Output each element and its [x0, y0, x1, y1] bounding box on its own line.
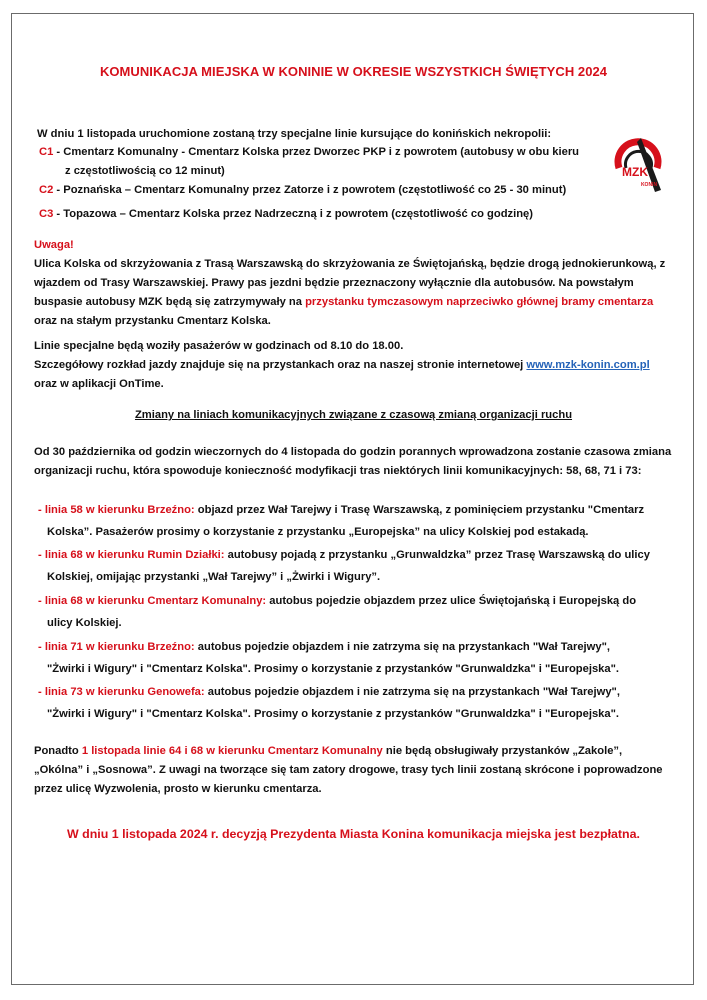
change-item-71 — [38, 636, 678, 680]
change-label: - linia 71 w kierunku Brzeźno: — [38, 641, 195, 653]
change-text: objazd przez Wał Tarejwy i Trasę Warszawską, z pominięciem przystanku "Cmentarz — [194, 504, 645, 516]
timetable-text — [34, 356, 674, 375]
change-text: autobus pojedzie objazdem i nie zatrzyma się na przystankach "Wał Tarejwy", — [194, 641, 611, 653]
line-code: C1 — [39, 146, 54, 158]
additional-highlight: 1 listopada linie 64 i 68 w kierunku Cmentarz Komunalny — [81, 745, 383, 757]
notice-text-end: oraz na stałym przystanku Cmentarz Kolska. — [34, 315, 271, 327]
change-text-cont: "Żwirki i Wigury" i "Cmentarz Kolska". Prosimy o korzystanie z przystanków "Grunwaldzka" i "Europejska". — [47, 663, 620, 675]
change-item-68-cmentarz — [38, 590, 678, 634]
additional-start: Ponadto — [34, 745, 82, 757]
logo-subtext: KONIN — [640, 182, 658, 188]
line-code: C2 — [39, 184, 54, 196]
line-route: - Topazowa – Cmentarz Kolska przez Nadrzeczną i z powrotem (częstotliwość co godzinę) — [53, 208, 534, 220]
change-label: - linia 68 w kierunku Cmentarz Komunalny: — [38, 595, 267, 607]
hours-text: Linie specjalne będą woziły pasażerów w godzinach od 8.10 do 18.00. — [34, 340, 404, 352]
special-line-c3 — [39, 205, 619, 224]
notice-heading: Uwaga! — [34, 239, 74, 251]
page-title: KOMUNIKACJA MIEJSKA W KONINIE W OKRESIE WSZYSTKICH ŚWIĘTYCH 2024 — [99, 64, 608, 79]
change-text-cont: "Żwirki i Wigury" i "Cmentarz Kolska". Prosimy o korzystanie z przystanków "Grunwaldzka" i "Europejska". — [47, 708, 620, 720]
logo-text: MZK — [622, 165, 648, 179]
free-transport-notice: W dniu 1 listopada 2024 r. decyzją Prezydenta Miasta Konina komunikacja miejska jest bezpłatna. — [67, 827, 640, 841]
intro-text: W dniu 1 listopada uruchomione zostaną trzy specjalne linie kursujące do konińskich nekropolii: — [37, 128, 552, 140]
special-line-c1 — [39, 143, 609, 181]
changes-intro: Od 30 października od godzin wieczornych do 4 listopada do godzin porannych wprowadzona zostanie czasowa zmiana organizacji ruchu, która spowoduje konieczność modyfikacji tras niektórych linii komunikacyjnych: 58, 68, 71 i 73: — [34, 446, 672, 477]
change-text-cont: ulicy Kolskiej. — [47, 617, 122, 629]
change-item-73 — [38, 681, 678, 725]
change-text: autobus pojedzie objazdem przez ulice Świętojańską i Europejską do — [266, 595, 637, 607]
change-text-cont: Kolska”. Pasażerów prosimy o korzystanie z przystanku „Europejska” na ulicy Kolskiej pod estakadą. — [47, 526, 589, 538]
change-label: - linia 73 w kierunku Genowefa: — [38, 686, 205, 698]
change-text: autobusy pojadą z przystanku „Grunwaldzka” przez Trasę Warszawską do ulicy — [224, 549, 650, 561]
timetable-desc: Szczegółowy rozkład jazdy znajduje się na przystankach oraz na naszej stronie internetowej — [34, 359, 527, 371]
special-info — [34, 337, 674, 394]
change-label: - linia 68 w kierunku Rumin Działki: — [38, 549, 225, 561]
notice-highlight: przystanku tymczasowym naprzeciwko głównej bramy cmentarza — [305, 296, 654, 308]
change-label: - linia 58 w kierunku Brzeźno: — [38, 504, 195, 516]
change-item-68-rumin — [38, 544, 678, 588]
notice-block — [34, 236, 674, 331]
line-route: - Cmentarz Komunalny - Cmentarz Kolska przez Dworzec PKP i z powrotem (autobusy w obu kieru — [53, 146, 580, 158]
notice-body — [34, 255, 674, 331]
additional-end: nie będą obsługiwały przystanków „Zakole”, „Okólna” i „Sosnowa”. Z uwagi na tworzące się tam zatory drogowe, trasy tych linii zostaną skrócone i poprowadzone przez ulicę Wyzwolenia, prosto w kierunku cmentarza. — [34, 745, 663, 795]
section-subheading: Zmiany na liniach komunikacyjnych związane z czasową zmianą organizacji ruchu — [134, 409, 573, 421]
notice-text: Ulica Kolska od skrzyżowania z Trasą Warszawską do skrzyżowania ze Świętojańską, będzie drogą jednokierunkową, z wjazdem od Trasy Warszawskiej. Prawy pas jezdni będzie przeznaczony wyłącznie dla autobusów. Na powstałym buspasie autobusy MZK będą się zatrzymywały na — [34, 258, 666, 308]
website-link[interactable]: www.mzk-konin.com.pl — [526, 359, 650, 371]
additional-info — [34, 742, 674, 799]
line-route-cont: z częstotliwością co 12 minut) — [65, 165, 225, 177]
change-item-58 — [38, 499, 678, 543]
line-route: - Poznańska – Cmentarz Komunalny przez Zatorze i z powrotem (częstotliwość co 25 - 30 minut) — [53, 184, 567, 196]
line-code: C3 — [39, 208, 54, 220]
mzk-logo — [611, 134, 667, 196]
change-text-cont: Kolskiej, omijając przystanki „Wał Tarejwy” i „Żwirki i Wigury”. — [47, 571, 381, 583]
special-line-c2 — [39, 181, 619, 200]
change-text: autobus pojedzie objazdem i nie zatrzyma się na przystankach "Wał Tarejwy", — [204, 686, 620, 698]
app-text: oraz w aplikacji OnTime. — [34, 378, 164, 390]
